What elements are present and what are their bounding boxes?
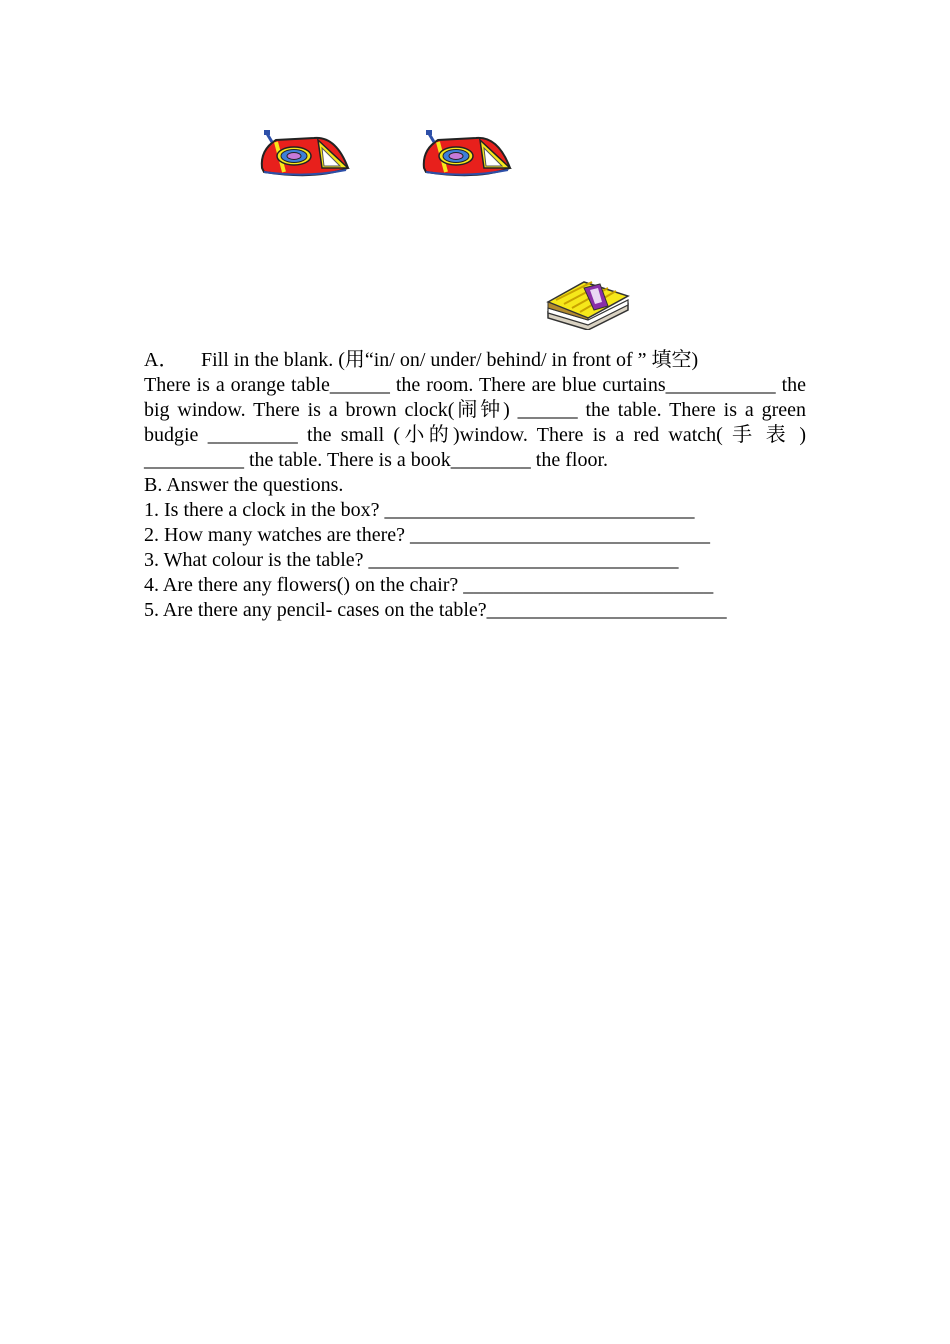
question-3: 3. What colour is the table? _______________________________ <box>144 549 679 571</box>
question-5: 5. Are there any pencil- cases on the table?________________________ <box>144 599 727 621</box>
pencil-case-picture-1 <box>256 128 354 182</box>
pencil-case-picture-2 <box>418 128 516 182</box>
section-b-heading: B. Answer the questions. <box>144 474 344 496</box>
section-a-letter: A． <box>144 349 179 371</box>
worksheet-text <box>144 348 806 623</box>
question-2: 2. How many watches are there? ______________________________ <box>144 524 710 546</box>
question-4: 4. Are there any flowers() on the chair? _________________________ <box>144 574 714 596</box>
fill-in-paragraph: There is a orange table______ the room. There are blue curtains___________ the big window. There is a brown clock(闹钟) ______ the table. There is a green budgie _________ the small (小的)window. There is a red watch( 手 表 ) __________ the table. There is a book________ the floor. <box>144 374 806 471</box>
section-a-heading <box>144 348 806 373</box>
section-a-instruction: Fill in the blank. (用“in/ on/ under/ behind/ in front of ” 填空) <box>201 349 699 371</box>
book-stack-picture <box>544 278 630 330</box>
question-1: 1. Is there a clock in the box? _______________________________ <box>144 499 695 521</box>
